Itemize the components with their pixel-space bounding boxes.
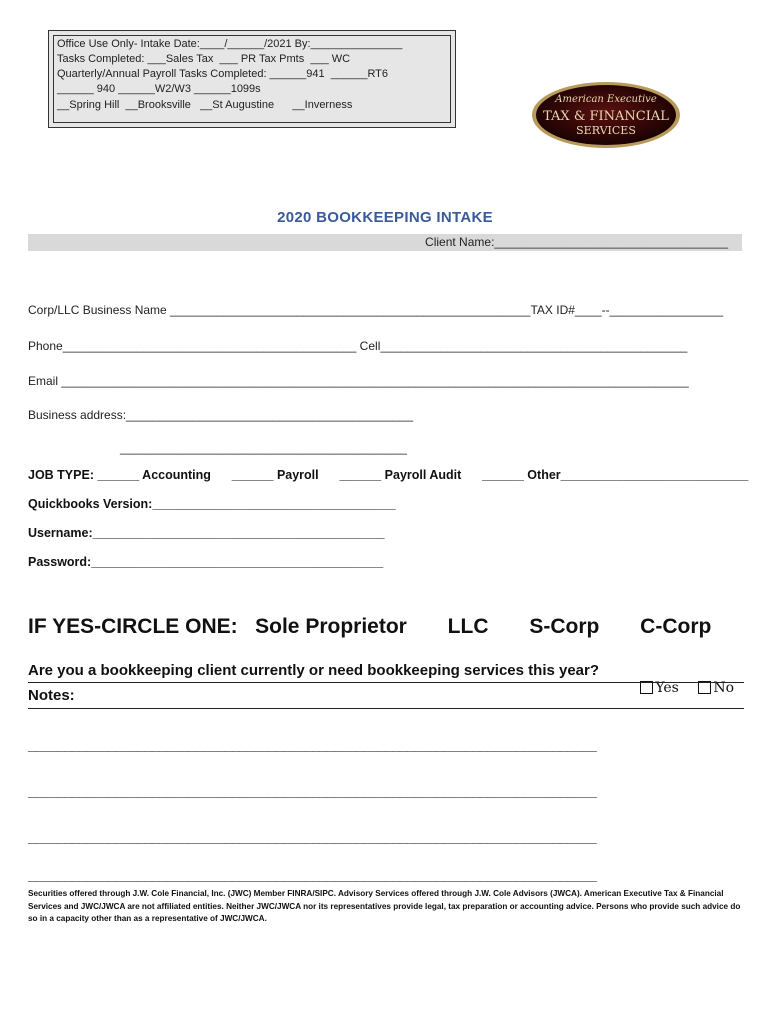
footer-disclaimer: Securities offered through J.W. Cole Financial, Inc. (JWC) Member FINRA/SIPC. Advisory Services offered through J.W. Cole Advisors (JWCA). American Executive Tax & Financial Services and JWC/JWCA are not affiliated entities. Neither JWC/JWCA nor its representatives provide legal, tax preparation or accounting advice. Persons who provide such advice do so in a capacity other than as a representative of JWC/JWCA. [28,889,741,923]
notes-line-4[interactable]: ______________________________________________________________________________ [28,867,597,883]
notes-label: Notes: [28,687,75,704]
quickbooks-version-field[interactable]: Quickbooks Version:___________________________________ [28,497,396,511]
no-label: No [713,680,735,696]
client-name-field[interactable]: Client Name:___________________________________ [425,235,728,249]
no-option[interactable] [690,662,734,696]
job-type-field[interactable]: JOB TYPE: ______ Accounting ______ Payroll ______ Payroll Audit ______ Other___________________________ [28,468,749,482]
logo-line1: American Executive [555,94,657,105]
company-logo [530,80,682,150]
logo-line3: SERVICES [576,124,636,137]
business-address-line2[interactable]: ___________________________________________ [120,441,407,455]
business-address-field[interactable]: Business address:___________________________________________ [28,408,414,422]
form-title: 2020 BOOKKEEPING INTAKE [277,209,493,226]
bookkeeping-client-question: Are you a bookkeeping client currently or need bookkeeping services this year? [28,662,600,679]
phone-cell-field[interactable]: Phone____________________________________________ Cell______________________________________________ [28,339,688,353]
question-rule [28,682,744,683]
corp-name-field[interactable]: Corp/LLC Business Name ______________________________________________________TAX ID#____--_________________ [28,303,724,317]
email-field[interactable]: Email ______________________________________________________________________________________________ [28,374,689,388]
notes-rule [28,708,744,709]
office-intake-date: Office Use Only- Intake Date:____/______/2021 By:_______________ [57,38,403,50]
yes-option[interactable] [632,662,679,696]
office-forms: ______ 940 ______W2/W3 ______1099s [57,83,261,95]
office-tasks-completed: Tasks Completed: ___Sales Tax ___ PR Tax Pmts ___ WC [57,53,351,65]
username-field[interactable]: Username:__________________________________________ [28,526,385,540]
notes-line-1[interactable]: ______________________________________________________________________________ [28,737,597,753]
client-name-bar [28,234,742,251]
logo-line2: TAX & FINANCIAL [543,109,669,124]
password-field[interactable]: Password:__________________________________________ [28,555,384,569]
entity-type-options: IF YES-CIRCLE ONE: Sole Proprietor LLC S-Corp C-Corp [28,615,712,638]
office-use-box [48,30,456,128]
office-payroll-tasks: Quarterly/Annual Payroll Tasks Completed: ______941 ______RT6 [57,68,389,80]
office-locations: __Spring Hill __Brooksville __St Augustine __Inverness [57,99,353,111]
yes-label: Yes [655,680,679,696]
notes-line-3[interactable]: ______________________________________________________________________________ [28,829,597,845]
notes-line-2[interactable]: ______________________________________________________________________________ [28,783,597,799]
